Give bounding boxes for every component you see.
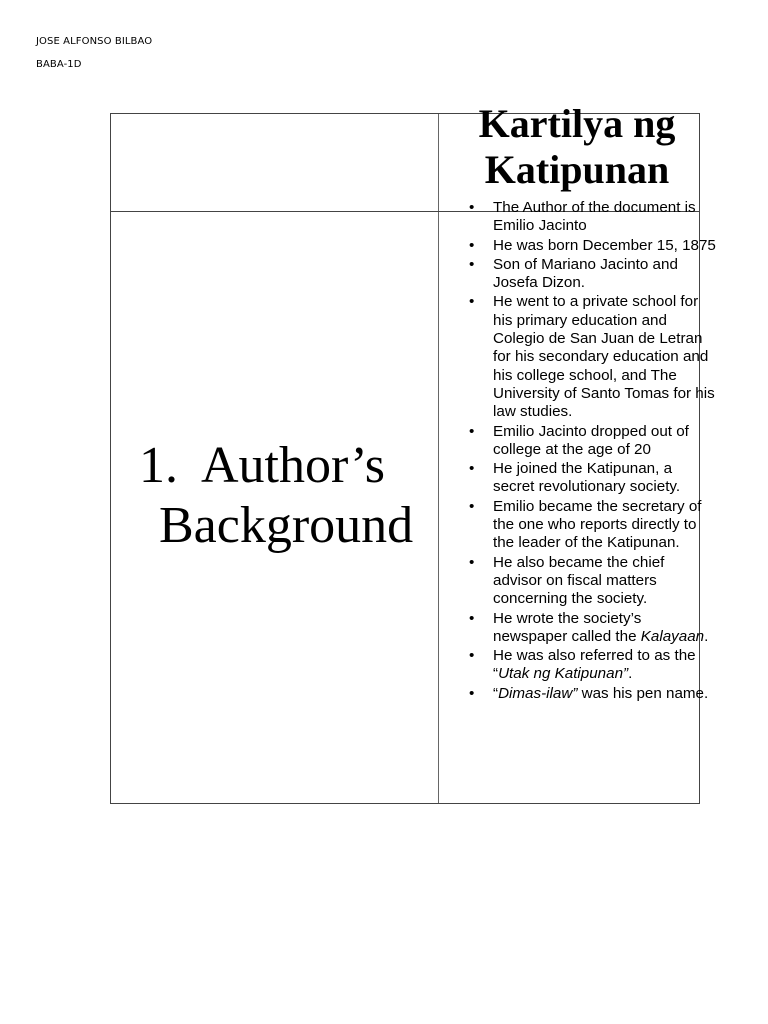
author-facts-list [457,199,717,704]
author-name: JOSE ALFONSO BILBAO [36,36,153,47]
list-item-text: Son of Mariano Jacinto and Josefa Dizon. [493,255,678,292]
list-item-text: He also became the chief advisor on fiscal matters concerning the society. [493,553,665,608]
heading-word-1: Author’s [201,437,385,494]
list-item-italic-text: Utak ng Katipunan” [498,665,629,683]
bullet-icon: • [469,199,475,216]
list-item-text: He went to a private school for his primary education and Colegio de San Juan de Letran for his secondary education and his college school, and The University of Santo Tomas for his law studies. [493,293,715,421]
bullet-icon: • [469,609,475,627]
heading-word-2: Background [159,497,414,554]
bullet-icon: • [469,647,475,665]
bullet-icon: • [469,236,475,254]
title-line-1: Kartilya ng [478,101,676,146]
list-item-text-end: . [704,627,709,645]
list-item [457,256,717,293]
bullet-icon: • [469,293,475,311]
list-item-text-end: . [628,665,633,683]
list-item-italic-text: Kalayaan [640,627,705,645]
list-item-text: He was also referred to as the “ [493,647,696,683]
bullet-icon: • [469,497,475,515]
list-item [457,685,717,703]
list-item [457,293,717,421]
section-heading [139,436,413,556]
list-item-text: The Author of the document is Emilio Jacinto [493,199,696,235]
content-table [110,101,716,804]
class-section: BABA-1D [36,59,82,70]
list-item [457,647,717,684]
bullet-icon: • [469,422,475,440]
list-item-text: Emilio Jacinto dropped out of college at the age of 20 [493,422,689,458]
bullet-icon: • [469,684,475,702]
heading-number: 1. [139,437,178,494]
list-item [457,237,717,255]
bullet-icon: • [469,255,475,273]
list-item [457,498,717,553]
list-item-text: He joined the Katipunan, a secret revolutionary society. [493,460,681,496]
bullet-icon: • [469,460,475,478]
list-item-text: He wrote the society’s newspaper called the [493,609,642,645]
list-item-text-end: was his pen name. [577,684,709,702]
list-item [457,423,717,460]
column-divider [438,114,439,803]
document-title [447,101,707,193]
list-item-text: Emilio became the secretary of the one who reports directly to the leader of the Katipunan. [493,497,702,552]
list-item [457,610,717,647]
list-item-text: “ [493,684,499,702]
list-item-italic-text: Dimas-ilaw” [498,684,578,702]
list-item [457,554,717,609]
list-item [457,199,717,236]
list-item-text: He was born December 15, 1875 [493,236,716,254]
list-item [457,460,717,497]
title-line-2: Katipunan [484,147,670,192]
bullet-icon: • [469,553,475,571]
